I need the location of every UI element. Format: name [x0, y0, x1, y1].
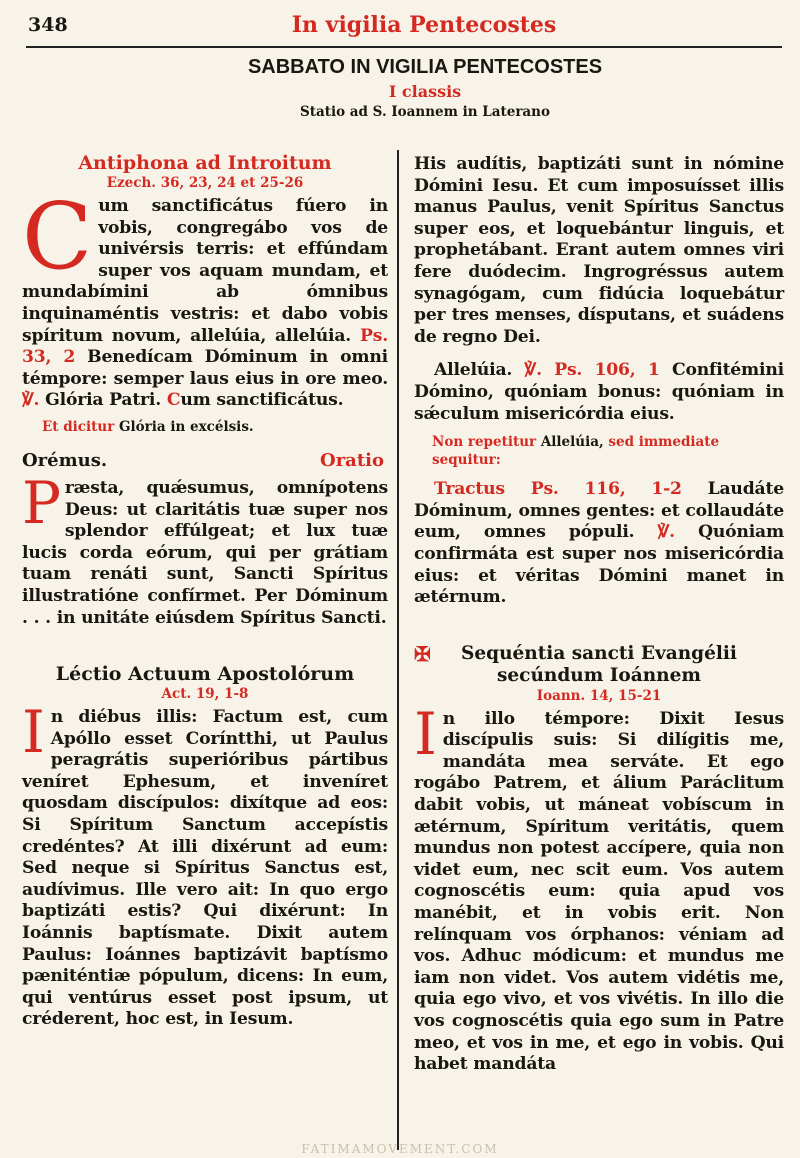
- oratio-label: Oratio: [320, 449, 384, 471]
- tractus-ref: Ps. 116, 1-2: [530, 479, 682, 500]
- gospel-heading-line-1: Sequéntia sancti Evangélii: [461, 642, 737, 664]
- introit-heading: Antiphona ad Introitum: [78, 152, 332, 174]
- alleluia-label: Allelúia.: [434, 360, 513, 381]
- gospel-initial: I: [414, 699, 437, 768]
- versicle-icon: ℣.: [22, 390, 40, 411]
- lectio-text: [22, 698, 388, 1031]
- tractus-body-2: Quóniam confirmáta est super nos misericórdia eius: et véritas Dómini manet in ætérnum.: [414, 522, 784, 608]
- introit-ref: Ezech. 36, 23, 24 et 25-26: [106, 175, 304, 191]
- introit-body: um sanctificátus fúero in vobis, congregábo vos de univérsis terris: et effúndam super vos aquam mundam, et mundabímini ab ómnibus inquinaméntis vestris: et dabo vobis spíritum novum, allelúia, allelúia.: [22, 196, 388, 346]
- page-number: 348: [28, 14, 68, 36]
- introit-psalm-text: Benedícam Dóminum in omni témpore: semper laus eius in ore meo.: [22, 347, 388, 389]
- left-column: [22, 150, 388, 1031]
- oremus-line: [22, 450, 388, 474]
- cross-icon: ✠: [414, 641, 431, 666]
- oratio-body: ræsta, quǽsumus, omnípotens Deus: ut claritátis tuæ super nos splendor effúlgeat; et lux tuæ lucis corda eórum, qui per grátiam tuam renáti sunt, Sancti Spíritus illustratióne confírmet. Per Dóminum . . . in unitáte eiúsdem Spíritus Sancti.: [22, 477, 388, 628]
- gospel-heading: [414, 643, 784, 687]
- tractus-versicle-icon: ℣.: [657, 522, 675, 543]
- rubric-alleluia: Allelúia,: [540, 434, 604, 451]
- page-title: SABBATO IN VIGILIA PENTECOSTES: [247, 56, 603, 78]
- oratio-text: [22, 468, 388, 629]
- watermark: FATIMAMOVEMENT.COM: [301, 1142, 499, 1156]
- alleluia-text: [414, 360, 784, 425]
- introit-psalm-ref: Ps. 33, 2: [22, 325, 388, 368]
- lectio-body: n diébus illis: Factum est, cum Apóllo esset Coríntthi, ut Paulus peragrátis superióribus pártibus veníret Ephesum, et inveníret quosdam discípulos: dixítque ad eos: Si Spíritum Sanctum accepístis credéntes? At illi dixérunt ad eum: Sed neque si Spíritus Sanctus est, audívimus. Ille vero ait: In quo ergo baptizáti estis? Qui dixérunt: In Ioánnis baptísmate. Dixit autem Paulus: Ioánnes baptizávit baptísmo pæniténtiæ pópulum, dicens: In eum, qui ventúrus esset post ipsum, ut créderent, hoc est, in Iesum.: [22, 707, 388, 1030]
- right-column: [414, 150, 784, 1076]
- lectio-ref: Act. 19, 1-8: [161, 686, 249, 703]
- alleluia-ref: Ps. 106, 1: [554, 360, 660, 381]
- oratio-initial: P: [22, 468, 61, 537]
- gospel-heading-line-2: secúndum Ioánnem: [497, 664, 701, 686]
- gospel-body: n illo témpore: Dixit Iesus discípulis suis: Si dilígitis me, mandáta mea serváte. Et ego rogábo Patrem, et álium Paráclitum dabit vobis, ut máneat vobíscum in ætérnum, Spíritum veritátis, quem mundus non potest accípere, quia non videt eum, nec scit eum. Vos autem cognoscétis eum: quia apud vos manébit, et in vobis erit. Non relínquam vos órphanos: véniam ad vos. Adhuc módicum: et mundus me iam non videt. Vos autem vidétis me, quia ego vivo, et vos vivétis. In illo die vos cognoscétis quia ego sum in Patre meo, et vos in me, et ego in vobis. Qui habet mandáta: [414, 708, 784, 1075]
- repeat-initial: C: [166, 390, 181, 411]
- rubric-red: Et dicitur: [42, 418, 115, 435]
- rubric-non-repetitur: Non repetitur: [432, 434, 537, 451]
- lectio-heading: Léctio Actuum Apostolórum: [55, 663, 355, 686]
- page-header: [26, 12, 782, 48]
- lectio-initial: I: [22, 698, 45, 767]
- classis-label: I classis: [388, 82, 462, 101]
- tractus-body: Laudáte Dóminum, omnes gentes: et collaudáte eum, omnes pópuli.: [414, 479, 784, 543]
- gloria-text: Glória Patri.: [45, 390, 162, 411]
- oremus-label: Orémus.: [22, 449, 108, 471]
- introit-initial: C: [22, 183, 93, 290]
- rubric-sequitur: sed immediate sequitur:: [432, 434, 720, 469]
- column-divider: [397, 150, 399, 1150]
- tractus-text: [414, 479, 784, 609]
- tractus-label: Tractus: [434, 479, 505, 500]
- statio-label: Statio ad S. Ioannem in Laterano: [299, 104, 550, 120]
- gospel-ref: Ioann. 14, 15-21: [536, 687, 662, 704]
- alleluia-rubric: [432, 433, 784, 469]
- alleluia-body: Confitémini Dómino, quóniam bonus: quóniam in sǽculum misericórdia eius.: [414, 360, 784, 424]
- gospel-text: [414, 699, 784, 1076]
- alleluia-versicle-icon: ℣.: [524, 360, 542, 381]
- introit-rubric: [42, 418, 388, 436]
- repeat-text: um sanctificátus.: [180, 390, 344, 411]
- lectio-continuation: His audítis, baptizáti sunt in nómine Dómini Iesu. Et cum imposuísset illis manus Paulus, venit Spíritus Sanctus super eos, et loquebántur linguis, et prophetábant. Erant autem omnes viri fere duódecim. Ingrogréssus autem synagógam, cum fidúcia loquebátur per tres menses, dísputans, et suádens de regno Dei.: [414, 154, 784, 347]
- rubric-black: Glória in excélsis.: [119, 418, 254, 435]
- running-title: In vigilia Pentecostes: [291, 12, 557, 38]
